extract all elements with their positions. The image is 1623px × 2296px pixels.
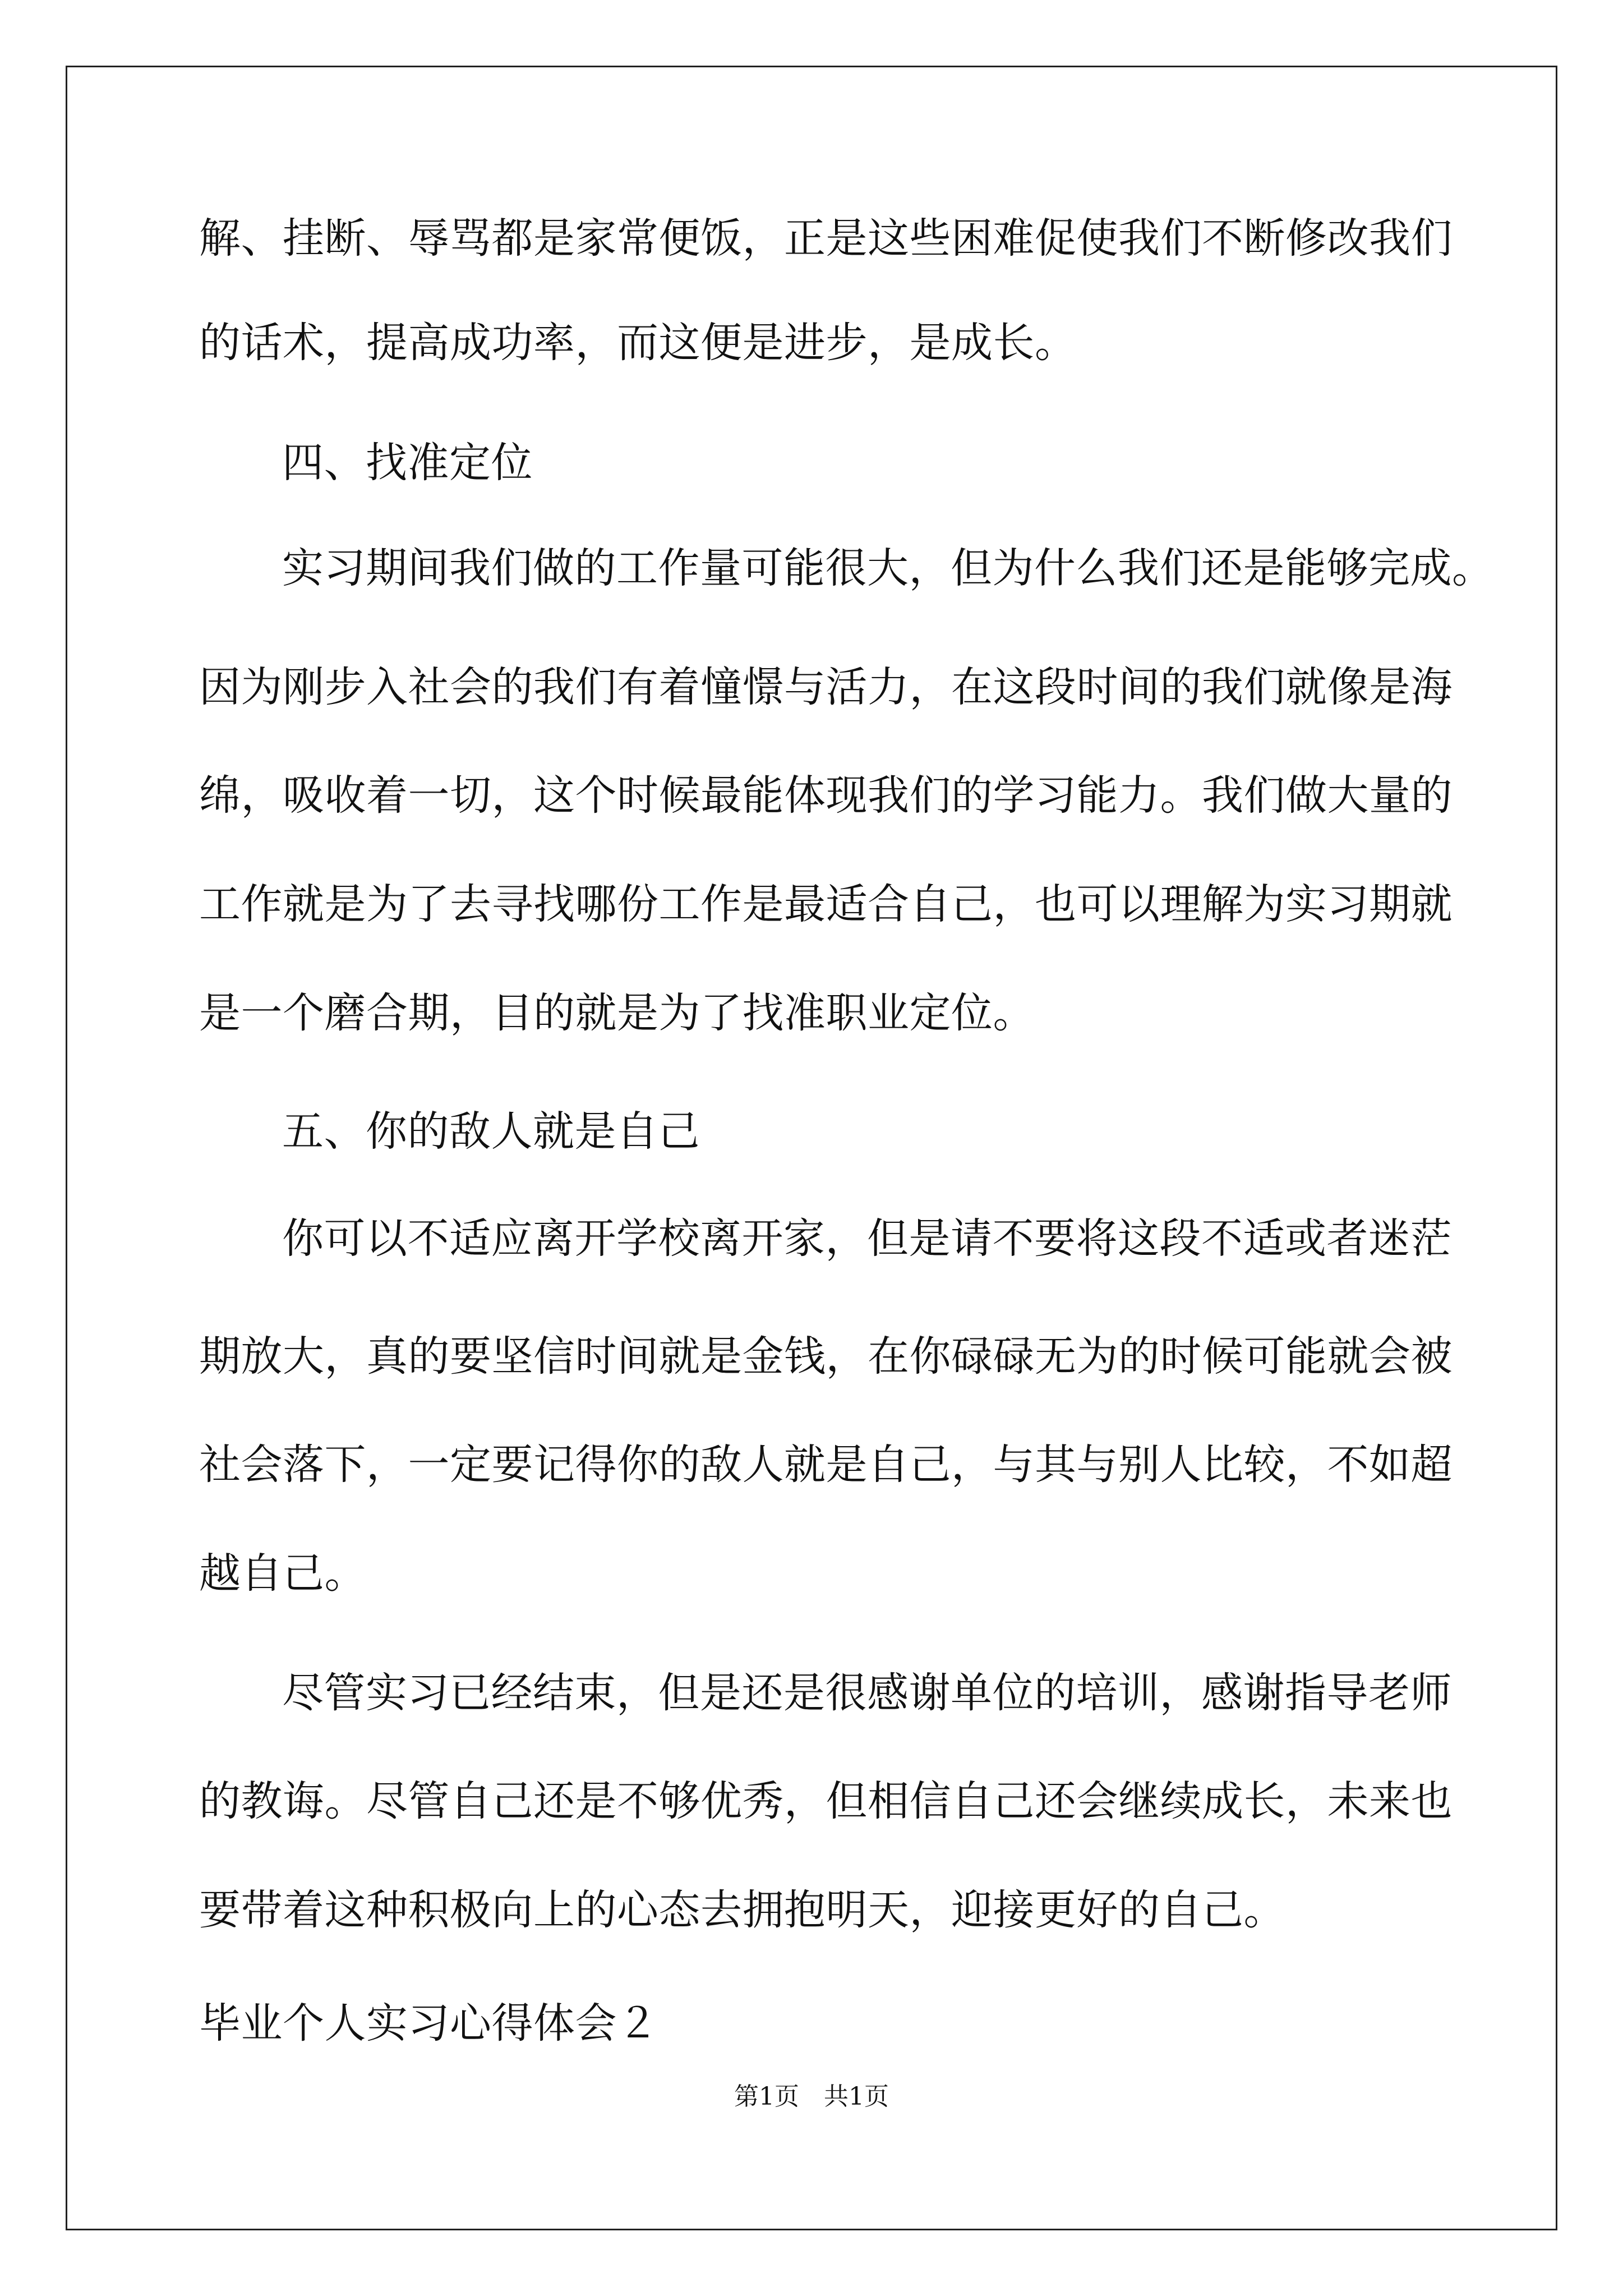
section-heading-5: 五、你的敌人就是自己 [282,1107,700,1156]
body-line-6: 工作就是为了去寻找哪份工作是最适合自己，也可以理解为实习期就 [199,880,1453,928]
body-line-4: 因为刚步入社会的我们有着憧憬与活力，在这段时间的我们就像是海 [199,663,1453,711]
body-line-8: 你可以不适应离开学校离开家，但是请不要将这段不适或者迷茫 [282,1214,1452,1263]
page-footer: 第1页 共1页 [734,2082,889,2111]
body-line-7: 是一个磨合期，目的就是为了找准职业定位。 [199,989,1035,1037]
body-line-3: 实习期间我们做的工作量可能很大，但为什么我们还是能够完成。 [282,544,1494,592]
body-line-2: 的话术，提高成功率，而这便是进步，是成长。 [199,319,1077,367]
body-line-5: 绵，吸收着一切，这个时候最能体现我们的学习能力。我们做大量的 [199,771,1453,820]
body-line-10: 社会落下，一定要记得你的敌人就是自己，与其与别人比较，不如超 [199,1441,1453,1489]
section-heading-4: 四、找准定位 [282,439,533,487]
body-line-12: 尽管实习已经结束，但是还是很感谢单位的培训，感谢指导老师 [282,1669,1452,1717]
body-line-1: 解、挂断、辱骂都是家常便饭，正是这些困难促使我们不断修改我们 [199,214,1453,263]
body-line-9: 期放大，真的要坚信时间就是金钱，在你碌碌无为的时候可能就会被 [199,1332,1453,1381]
body-line-11: 越自己。 [199,1549,366,1598]
body-line-13: 的教诲。尽管自己还是不够优秀，但相信自己还会继续成长，未来也 [199,1777,1453,1825]
document-title: 毕业个人实习心得体会２ [199,1999,659,2047]
body-line-14: 要带着这种积极向上的心态去拥抱明天，迎接更好的自己。 [199,1886,1285,1934]
